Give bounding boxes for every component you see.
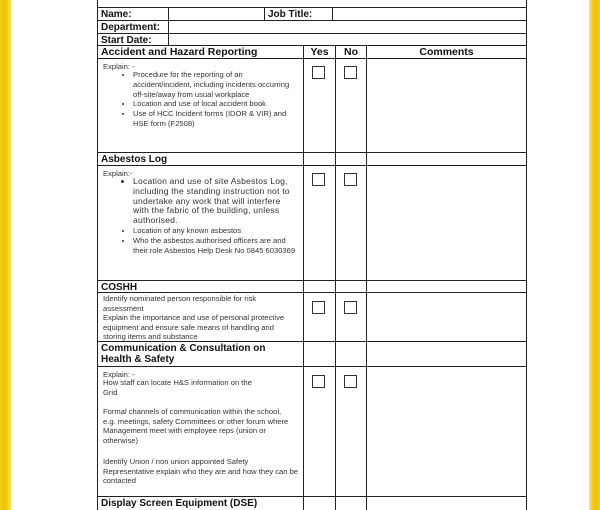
no-column-header: No [335,46,366,58]
top-spacer-row [98,0,526,8]
start-date-label: Start Date: [101,35,152,46]
no-cell [335,293,366,341]
no-checkbox[interactable] [344,173,357,186]
no-cell [335,153,366,165]
yes-cell [303,342,335,366]
coshh-details [98,293,303,341]
asbestos-details [98,166,303,280]
start-date-field[interactable] [168,34,526,45]
asbestos-list [106,177,298,255]
list-item: • Use of HCC Incident forms (IDOR & VIR) and HSE form (F2508) [133,109,298,129]
name-label: Name: [101,9,132,20]
document-page [11,0,589,510]
list-item: • Location of any known asbestos [133,226,298,236]
yes-cell [303,59,335,152]
explain-label: Explain: - [103,62,135,71]
comments-cell[interactable] [366,367,526,496]
comments-column-header: Comments [366,46,526,58]
yes-checkbox[interactable] [312,301,325,314]
coshh-heading: COSHH [101,282,138,293]
accident-reporting-list [106,70,298,129]
yes-cell [303,166,335,280]
yes-checkbox[interactable] [312,173,325,186]
department-label: Department: [101,22,160,33]
communication-details [98,367,303,496]
no-checkbox[interactable] [344,375,357,388]
comments-cell[interactable] [366,59,526,152]
no-cell [335,166,366,280]
no-cell [335,497,366,510]
dse-title-row [98,497,526,510]
asbestos-row [98,166,526,281]
no-cell [335,281,366,292]
accident-hazard-heading: Accident and Hazard Reporting [101,46,258,58]
comments-cell[interactable] [366,293,526,341]
dse-heading: Display Screen Equipment (DSE) [101,498,258,509]
communication-heading: Communication & Consultation on Health & Safety [101,343,266,365]
right-yellow-frame [589,0,600,510]
yes-checkbox[interactable] [312,375,325,388]
yes-column-header: Yes [303,46,335,58]
no-checkbox[interactable] [344,66,357,79]
yes-cell [303,281,335,292]
asbestos-title-row [98,153,526,166]
list-item: • Location and use of site Asbestos Log, including the standing instruction not to undertake any work that will interfere with the fabric of the building, unless authorised. [133,177,298,226]
comments-cell [366,342,526,366]
coshh-title-row [98,281,526,293]
communication-row [98,367,526,497]
yes-cell [303,293,335,341]
explain-label: Explain: - [103,370,135,379]
coshh-row [98,293,526,342]
accident-reporting-details [98,59,303,152]
communication-line: How staff can locate H&S information on the Grid [103,378,252,397]
coshh-line: Identify nominated person responsible for risk assessment [103,294,257,313]
no-cell [335,59,366,152]
communication-line: Formal channels of communication within the school, e.g. meetings, safety Committees or other forum where Management meet with employee reps (union or otherwise) [103,407,289,445]
no-checkbox[interactable] [344,301,357,314]
start-date-row [98,34,526,46]
job-title-field[interactable] [332,8,526,20]
name-row [98,8,526,21]
coshh-line: Explain the importance and use of personal protective equipment and ensure safe means of handling and storing items and substance [103,313,285,341]
list-item: • Procedure for the reporting of an accident/incident, including incidents occurring off-site/away from usual workplace [133,70,298,99]
comments-cell [366,153,526,165]
left-yellow-frame [0,0,11,510]
yes-cell [303,153,335,165]
accident-reporting-row [98,59,526,153]
job-title-label: Job Title: [264,8,332,20]
asbestos-log-heading: Asbestos Log [101,154,168,165]
communication-line: Identify Union / non union appointed Safety Representative explain who they are and how they can be contacted [103,457,299,485]
comments-cell[interactable] [366,166,526,280]
communication-title-row [98,342,526,367]
no-cell [335,342,366,366]
comments-cell [366,497,526,510]
no-cell [335,367,366,496]
department-field[interactable] [168,21,526,33]
list-item: • Location and use of local accident book [133,99,298,109]
yes-checkbox[interactable] [312,66,325,79]
list-item: • Who the asbestos authorised officers are and their role Asbestos Help Desk No 0845 6030369 [133,236,298,256]
department-row [98,21,526,34]
name-field[interactable] [168,8,264,20]
comments-cell [366,281,526,292]
yes-cell [303,497,335,510]
explain-label: Explain:- [103,169,133,178]
induction-checklist-table [97,0,527,510]
column-header-row [98,46,526,59]
yes-cell [303,367,335,496]
